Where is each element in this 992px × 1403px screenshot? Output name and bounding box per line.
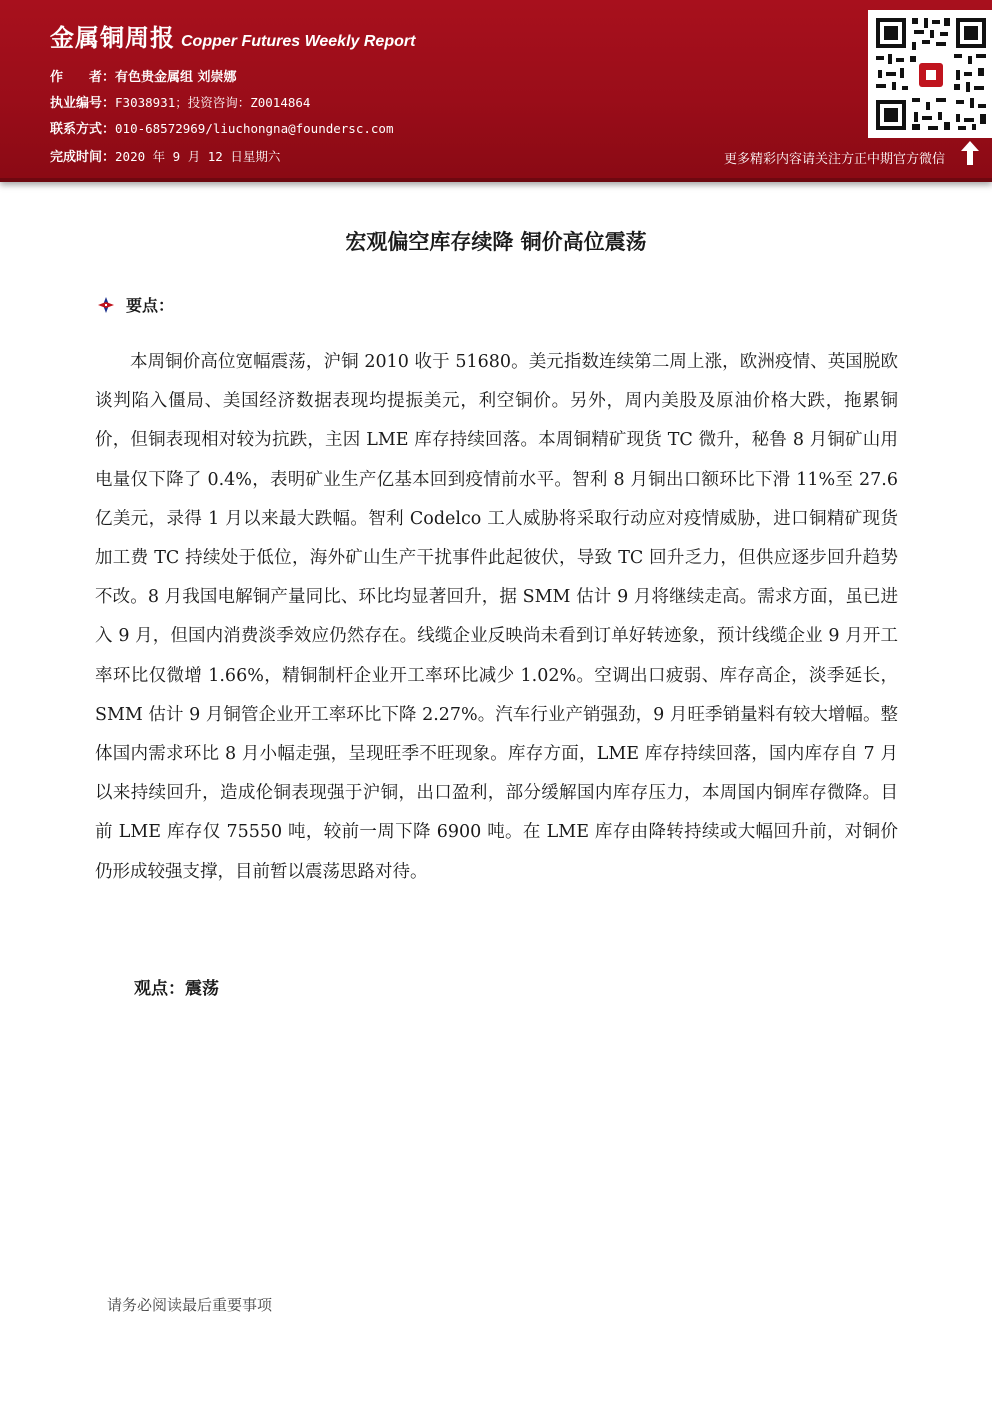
report-title: 宏观偏空库存续降 铜价高位震荡 [345, 230, 647, 254]
view-conclusion: 观点：震荡 [134, 979, 219, 999]
author-line [50, 66, 237, 85]
brand-title-cn: 金属铜周报 [50, 24, 175, 52]
qr-code-icon [868, 10, 992, 138]
keypoints-heading [96, 293, 174, 316]
follow-wechat-text: 更多精彩内容请关注方正中期官方微信 [723, 152, 945, 167]
date-label: 完成时间： [50, 150, 116, 165]
author-value: 有色贵金属组 刘崇娜 [115, 70, 237, 85]
brand-title-en: Copper Futures Weekly Report [181, 33, 416, 50]
brand-title [50, 18, 415, 53]
contact-line [50, 118, 393, 137]
contact-value[interactable]: 010-68572969/liuchongna@foundersc.com [115, 121, 394, 136]
license-value: F3038931；投资咨询：Z0014864 [115, 95, 311, 110]
report-header [0, 0, 992, 182]
author-label: 作 者： [50, 70, 116, 85]
contact-label: 联系方式： [50, 122, 116, 137]
header-bottom-rule [0, 178, 992, 182]
diamond-bullet-icon [96, 295, 116, 315]
footer-notice: 请务必阅读最后重要事项 [107, 1296, 273, 1314]
report-body: 本周铜价高位宽幅震荡，沪铜 2010 收于 51680。美元指数连续第二周上涨，欧洲疫情、英国脱欧谈判陷入僵局、美国经济数据表现均提振美元，利空铜价。另外，周内美股及原油价格大跌，拖累铜价，但铜表现相对较为抗跌，主因 LME 库存持续回落。本周铜精矿现货 TC 微升，秘鲁 8 月铜矿山用电量仅下降了 0.4%，表明矿业生产亿基本回到疫情前水平。智利 8 月铜出口额环比下滑 11%至 27.6 亿美元，录得 1 月以来最大跌幅。智利 Codelco 工人威胁将采取行动应对疫情威胁，进口铜精矿现货加工费 TC 持续处于低位，海外矿山生产干扰事件此起彼伏，导致 TC 回升乏力，但供应逐步回升趋势不改。8 月我国电解铜产量同比、环比均显著回升，据 SMM 估计 9 月将继续走高。需求方面，虽已进入 9 月，但国内消费淡季效应仍然存在。线缆企业反映尚未看到订单好转迹象，预计线缆企业 9 月开工率环比仅微增 1.66%，精铜制杆企业开工率环比减少 1.02%。空调出口疲弱、库存高企，淡季延长，SMM 估计 9 月铜管企业开工率环比下降 2.27%。汽车行业产销强劲，9 月旺季销量料有较大增幅。整体国内需求环比 8 月小幅走强，呈现旺季不旺现象。库存方面，LME 库存持续回落，国内库存自 7 月以来持续回升，造成伦铜表现强于沪铜，出口盈利，部分缓解国内库存压力，本周国内铜库存微降。目前 LME 库存仅 75550 吨，较前一周下降 6900 吨。在 LME 库存由降转持续或大幅回升前，对铜价仍形成较强支撑，目前暂以震荡思路对待。 [95, 352, 898, 882]
arrow-up-icon [960, 140, 980, 166]
date-line [50, 146, 280, 165]
license-line [50, 92, 310, 111]
license-label: 执业编号： [50, 96, 116, 111]
keypoints-label: 要点： [126, 296, 175, 315]
date-value: 2020 年 9 月 12 日星期六 [115, 149, 281, 164]
